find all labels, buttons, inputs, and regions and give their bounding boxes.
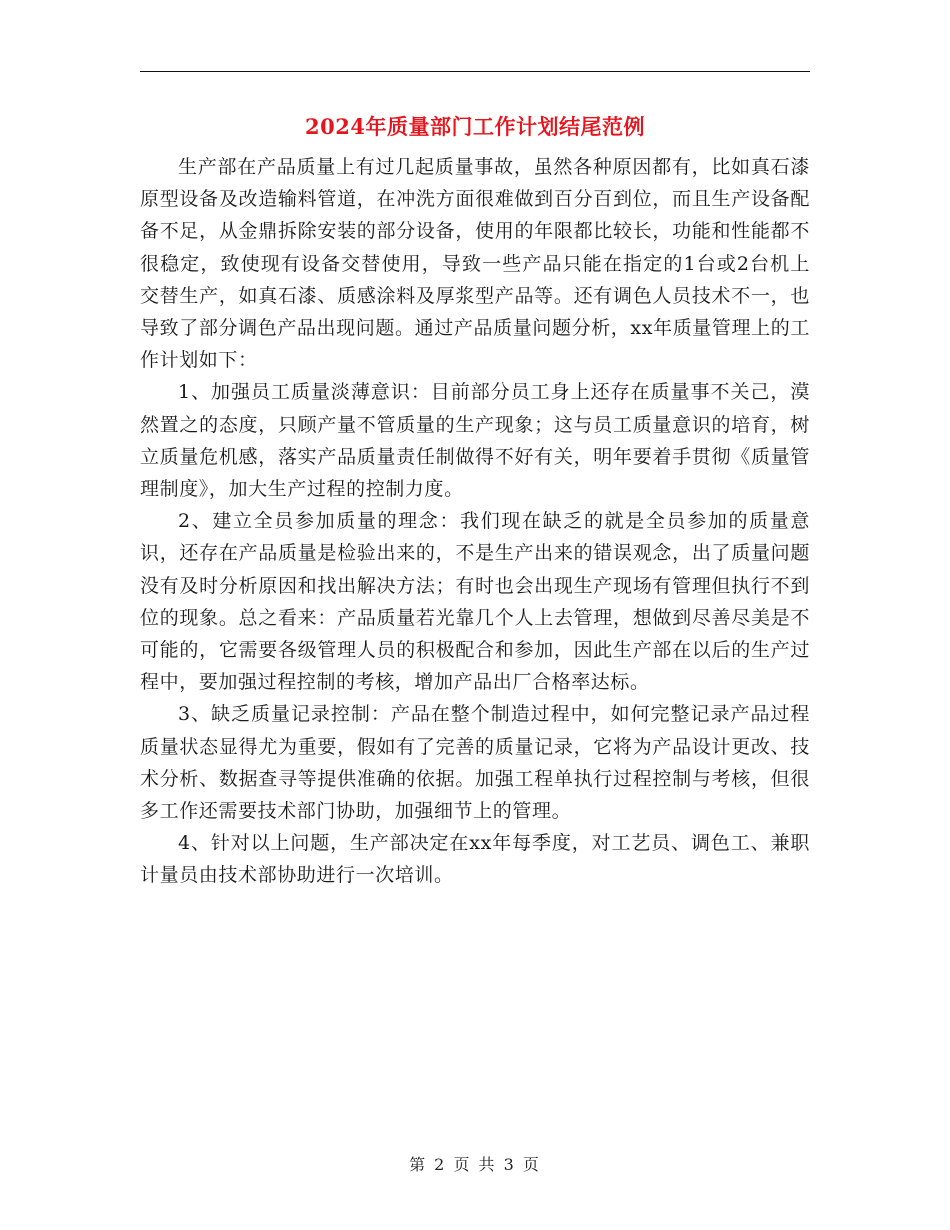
paragraph-item-4: 4、针对以上问题，生产部决定在xx年每季度，对工艺员、调色工、兼职计量员由技术部协助进行一次培训。	[140, 832, 810, 887]
header-rule	[140, 71, 810, 72]
paragraph-item-1: 1、加强员工质量淡薄意识：目前部分员工身上还存在质量事不关己，漠然置之的态度，只顾产量不管质量的生产现象；这与员工质量意识的培育，树立质量危机感，落实产品质量责任制做得不好有关，明年要着手贯彻《质量管理制度》，加大生产过程的控制力度。	[140, 381, 810, 501]
document-body	[140, 151, 810, 892]
page-number-footer: 第 2 页 共 3 页	[409, 1155, 541, 1174]
document-title: 2024年质量部门工作计划结尾范例	[305, 114, 645, 139]
paragraph-item-2: 2、建立全员参加质量的理念：我们现在缺乏的就是全员参加的质量意识，还存在产品质量是检验出来的，不是生产出来的错误观念，出了质量问题没有及时分析原因和找出解决方法；有时也会出现生产现场有管理但执行不到位的现象。总之看来：产品质量若光靠几个人上去管理，想做到尽善尽美是不可能的，它需要各级管理人员的积极配合和参加，因此生产部在以后的生产过程中，要加强过程控制的考核，增加产品出厂合格率达标。	[140, 510, 810, 694]
paragraph-intro: 生产部在产品质量上有过几起质量事故，虽然各种原因都有，比如真石漆原型设备及改造输料管道，在冲洗方面很难做到百分百到位，而且生产设备配备不足，从金鼎拆除安装的部分设备，使用的年限都比较长，功能和性能都不很稳定，致使现有设备交替使用，导致一些产品只能在指定的1台或2台机上交替生产，如真石漆、质感涂料及厚浆型产品等。还有调色人员技术不一，也导致了部分调色产品出现问题。通过产品质量问题分析，xx年质量管理上的工作计划如下：	[140, 156, 810, 372]
paragraph-item-3: 3、缺乏质量记录控制：产品在整个制造过程中，如何完整记录产品过程质量状态显得尤为重要，假如有了完善的质量记录，它将为产品设计更改、技术分析、数据查寻等提供准确的依据。加强工程单执行过程控制与考核，但很多工作还需要技术部门协助，加强细节上的管理。	[140, 703, 810, 823]
